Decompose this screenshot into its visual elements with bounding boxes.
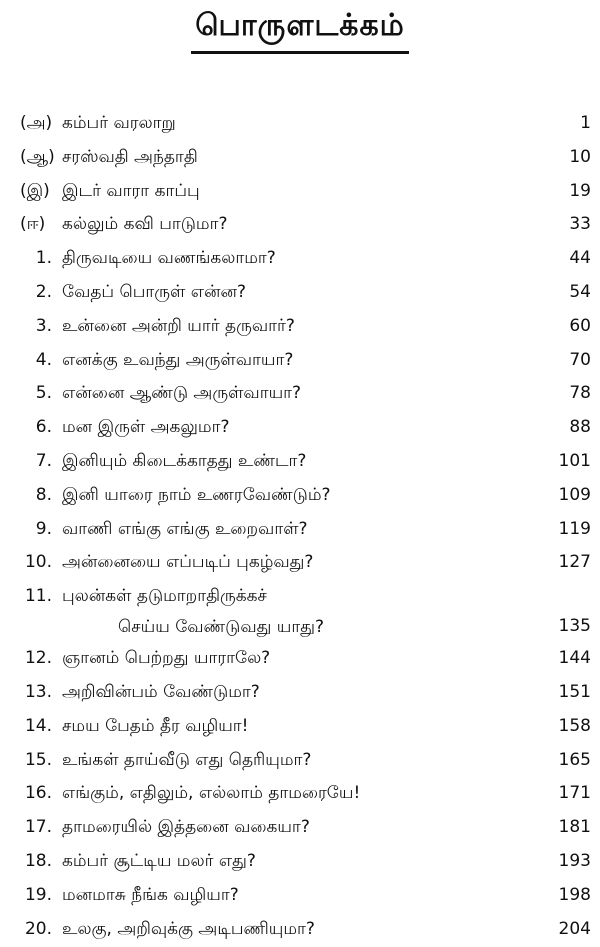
entry-number: 19.	[24, 884, 52, 905]
entry-title: அன்னையை எப்படிப் புகழ்வது?	[62, 552, 314, 573]
entry-page: 19	[569, 180, 591, 201]
toc-entry	[0, 345, 600, 379]
entry-title: கம்பர் வரலாறு	[62, 113, 176, 133]
toc-entry	[0, 412, 600, 446]
entry-number: 7.	[35, 450, 52, 471]
toc-entry	[0, 378, 600, 412]
toc-entry	[0, 643, 600, 677]
toc-entry	[0, 846, 600, 880]
entry-number: 15.	[24, 749, 52, 770]
entry-title: இனியும் கிடைக்காதது உண்டா?	[62, 450, 307, 471]
entry-page: 88	[569, 417, 591, 438]
toc-entry	[0, 711, 600, 745]
entry-title: உலகு, அறிவுக்கு அடிபணியுமா?	[62, 918, 315, 939]
entry-page: 144	[558, 648, 591, 669]
entry-title: திருவடியை வணங்கலாமா?	[62, 248, 276, 269]
entry-page: 60	[569, 315, 591, 336]
entry-number: 10.	[24, 552, 52, 573]
entry-page: 181	[558, 817, 591, 838]
toc-entry	[0, 176, 600, 210]
entry-title: மனமாசு நீங்க வழியா?	[62, 884, 239, 905]
entry-title: அறிவின்பம் வேண்டுமா?	[62, 681, 260, 702]
entry-number: 11.	[24, 586, 52, 607]
entry-number: 14.	[24, 715, 52, 736]
entry-page: 127	[558, 552, 591, 573]
entry-page: 151	[558, 681, 591, 702]
entry-number: (ஆ)	[20, 146, 55, 167]
entry-title: வாணி எங்கு எங்கு உறைவாள்?	[62, 518, 308, 539]
entry-title	[62, 586, 324, 639]
entry-title: உன்னை அன்றி யார் தருவார்?	[62, 315, 295, 336]
entry-number: 8.	[35, 484, 52, 505]
toc-entry	[0, 209, 600, 243]
table-of-contents	[0, 108, 600, 947]
entry-page: 193	[558, 850, 591, 871]
entry-page: 165	[558, 749, 591, 770]
entry-title: சரஸ்வதி அந்தாதி	[62, 146, 198, 167]
entry-number: 12.	[24, 648, 52, 669]
entry-title-line1: புலன்கள் தடுமாறாதிருக்கச்	[62, 586, 267, 607]
entry-page: 101	[558, 450, 591, 471]
toc-entry	[0, 745, 600, 779]
entry-number: 1.	[35, 248, 52, 269]
entry-title: கம்பர் சூட்டிய மலர் எது?	[62, 850, 256, 871]
toc-entry	[0, 778, 600, 812]
toc-entry	[0, 446, 600, 480]
entry-title: தாமரையில் இத்தனை வகையா?	[62, 817, 310, 838]
entry-page: 10	[569, 146, 591, 167]
entry-number: 4.	[35, 349, 52, 370]
entry-title: உங்கள் தாய்வீடு எது தெரியுமா?	[62, 749, 312, 770]
entry-page: 70	[569, 349, 591, 370]
entry-title: வேதப் பொருள் என்ன?	[62, 281, 246, 302]
toc-entry	[0, 142, 600, 176]
entry-page: 33	[569, 214, 591, 235]
entry-number: 17.	[24, 817, 52, 838]
entry-page: 54	[569, 281, 591, 302]
toc-entry	[0, 547, 600, 581]
entry-number: 5.	[35, 383, 52, 404]
entry-title-line2: செய்ய வேண்டுவது யாது?	[118, 617, 324, 638]
entry-page: 119	[558, 518, 591, 539]
entry-page: 158	[558, 715, 591, 736]
entry-page: 78	[569, 383, 591, 404]
toc-entry	[0, 480, 600, 514]
toc-entry	[0, 677, 600, 711]
entry-page: 44	[569, 248, 591, 269]
entry-title: இடர் வாரா காப்பு	[62, 180, 200, 201]
title-area	[0, 8, 600, 54]
entry-page: 198	[558, 884, 591, 905]
entry-number: (அ)	[20, 113, 53, 133]
entry-page: 109	[558, 484, 591, 505]
entry-title: ஞானம் பெற்றது யாராலே?	[62, 648, 271, 669]
entry-title: மன இருள் அகலுமா?	[62, 417, 230, 438]
entry-page: 171	[558, 783, 591, 804]
entry-number: 3.	[35, 315, 52, 336]
toc-entry	[0, 108, 600, 142]
entry-title: எங்கும், எதிலும், எல்லாம் தாமரையே!	[62, 783, 361, 804]
toc-entry	[0, 277, 600, 311]
entry-title: சமய பேதம் தீர வழியா!	[62, 715, 249, 736]
toc-entry	[0, 880, 600, 914]
entry-title: என்னை ஆண்டு அருள்வாயா?	[62, 383, 302, 404]
entry-title: இனி யாரை நாம் உணரவேண்டும்?	[62, 484, 331, 505]
entry-number: 16.	[24, 783, 52, 804]
entry-page: 204	[558, 918, 591, 939]
entry-number: 2.	[35, 281, 52, 302]
entry-number: 20.	[24, 918, 52, 939]
entry-number: 18.	[24, 850, 52, 871]
toc-entry	[0, 311, 600, 345]
entry-number: (இ)	[20, 180, 50, 201]
toc-entry	[0, 914, 600, 947]
entry-number: (ஈ)	[20, 214, 46, 235]
entry-number: 9.	[35, 518, 52, 539]
entry-number: 6.	[35, 417, 52, 438]
toc-entry	[0, 514, 600, 548]
entry-title: கல்லும் கவி பாடுமா?	[62, 214, 228, 235]
page-title: பொருளடக்கம்	[191, 8, 409, 54]
toc-entry	[0, 581, 600, 643]
toc-entry	[0, 812, 600, 846]
entry-number: 13.	[24, 681, 52, 702]
toc-entry	[0, 243, 600, 277]
entry-page: 1	[580, 113, 591, 133]
entry-title: எனக்கு உவந்து அருள்வாயா?	[62, 349, 294, 370]
entry-page: 135	[558, 616, 591, 637]
